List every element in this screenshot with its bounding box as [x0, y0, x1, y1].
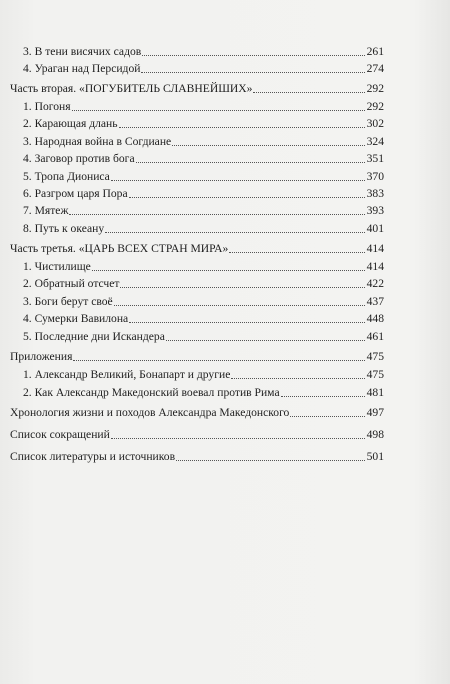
leader-dots: [253, 92, 364, 93]
toc-part-heading: [10, 428, 384, 441]
leader-dots: [229, 252, 364, 253]
toc-entry-page: 481: [366, 386, 384, 399]
toc-entry-title: 1. Погоня: [23, 100, 71, 113]
toc-entry-page: 414: [366, 260, 384, 273]
toc-entry-page: 292: [366, 82, 384, 95]
toc-entry-page: 383: [366, 187, 384, 200]
toc-entry-title: 2. Карающая длань: [23, 117, 118, 130]
toc-entry-page: 497: [366, 406, 384, 419]
toc-entry-page: 461: [366, 330, 384, 343]
leader-dots: [120, 287, 364, 288]
toc-entry-page: 501: [366, 450, 384, 463]
leader-dots: [92, 270, 365, 271]
toc-entry-page: 292: [366, 100, 384, 113]
toc-entry: [23, 222, 384, 235]
toc-entry: [23, 117, 384, 130]
toc-entry-title: 1. Александр Великий, Бонапарт и другие: [23, 368, 231, 381]
toc-entry-page: 393: [366, 204, 384, 217]
toc-entry-page: 401: [366, 222, 384, 235]
toc-entry: [23, 100, 384, 113]
toc-entry-title: 1. Чистилище: [23, 260, 91, 273]
leader-dots: [141, 72, 364, 73]
toc-entry: [23, 187, 384, 200]
leader-dots: [111, 180, 365, 181]
toc-entry-title: Список сокращений: [10, 428, 110, 441]
toc-entry-page: 324: [366, 135, 384, 148]
leader-dots: [281, 396, 365, 397]
leader-dots: [73, 360, 364, 361]
toc-entry: [23, 295, 384, 308]
toc-entry: [23, 277, 384, 290]
toc-entry-page: 475: [366, 368, 384, 381]
toc-entry-page: 498: [366, 428, 384, 441]
leader-dots: [142, 55, 364, 56]
toc-entry: [23, 260, 384, 273]
toc-entry: [23, 152, 384, 165]
toc-entry-title: 3. Народная война в Согдиане: [23, 135, 172, 148]
toc-entry-title: 4. Заговор против бога: [23, 152, 135, 165]
toc-part-heading: [10, 406, 384, 419]
toc-entry-page: 422: [366, 277, 384, 290]
leader-dots: [129, 322, 364, 323]
toc-entry-title: 4. Сумерки Вавилона: [23, 312, 129, 325]
toc-entry: [23, 330, 384, 343]
toc-entry-title: 2. Как Александр Македонский воевал против Рима: [23, 386, 280, 399]
toc-entry-page: 302: [366, 117, 384, 130]
toc-entry-page: 437: [366, 295, 384, 308]
toc-entry-page: 351: [366, 152, 384, 165]
toc-entry-page: 274: [366, 62, 384, 75]
toc-part-heading: [10, 242, 384, 255]
toc-entry-title: 7. Мятеж: [23, 204, 69, 217]
toc-entry: [23, 368, 384, 381]
toc-entry-title: Часть третья. «ЦАРЬ ВСЕХ СТРАН МИРА»: [10, 242, 229, 255]
toc-part-heading: [10, 450, 384, 463]
leader-dots: [231, 378, 364, 379]
toc-entry-title: 5. Тропа Диониса: [23, 170, 110, 183]
toc-entry: [23, 135, 384, 148]
leader-dots: [72, 110, 365, 111]
leader-dots: [129, 197, 365, 198]
toc-entry-title: Хронология жизни и походов Александра Македонского: [10, 406, 290, 419]
leader-dots: [172, 145, 364, 146]
toc-entry-page: 414: [366, 242, 384, 255]
toc-entry-page: 448: [366, 312, 384, 325]
leader-dots: [105, 232, 364, 233]
leader-dots: [166, 340, 365, 341]
toc-entry-title: 2. Обратный отсчет: [23, 277, 120, 290]
toc-entry: [23, 62, 384, 75]
toc-entry-page: 370: [366, 170, 384, 183]
toc-entry-page: 475: [366, 350, 384, 363]
leader-dots: [111, 438, 365, 439]
leader-dots: [136, 162, 365, 163]
toc-entry: [23, 45, 384, 58]
toc-entry-title: 6. Разгром царя Пора: [23, 187, 128, 200]
toc-entry-title: 5. Последние дни Искандера: [23, 330, 165, 343]
leader-dots: [290, 416, 364, 417]
leader-dots: [69, 214, 364, 215]
toc-entry: [23, 204, 384, 217]
leader-dots: [176, 460, 365, 461]
leader-dots: [114, 305, 365, 306]
toc-entry-title: 3. Боги берут своё: [23, 295, 113, 308]
toc-part-heading: [10, 82, 384, 95]
toc-entry-title: 4. Ураган над Персидой: [23, 62, 141, 75]
toc-entry-title: 3. В тени висячих садов: [23, 45, 142, 58]
toc-entry: [23, 170, 384, 183]
toc-entry-page: 261: [366, 45, 384, 58]
toc-entry-title: Список литературы и источников: [10, 450, 176, 463]
toc-entry-title: 8. Путь к океану: [23, 222, 105, 235]
toc-entry-title: Часть вторая. «ПОГУБИТЕЛЬ СЛАВНЕЙШИХ»: [10, 82, 253, 95]
toc-part-heading: [10, 350, 384, 363]
toc-entry: [23, 386, 384, 399]
toc-entry-title: Приложения: [10, 350, 73, 363]
toc-entry: [23, 312, 384, 325]
leader-dots: [119, 127, 365, 128]
